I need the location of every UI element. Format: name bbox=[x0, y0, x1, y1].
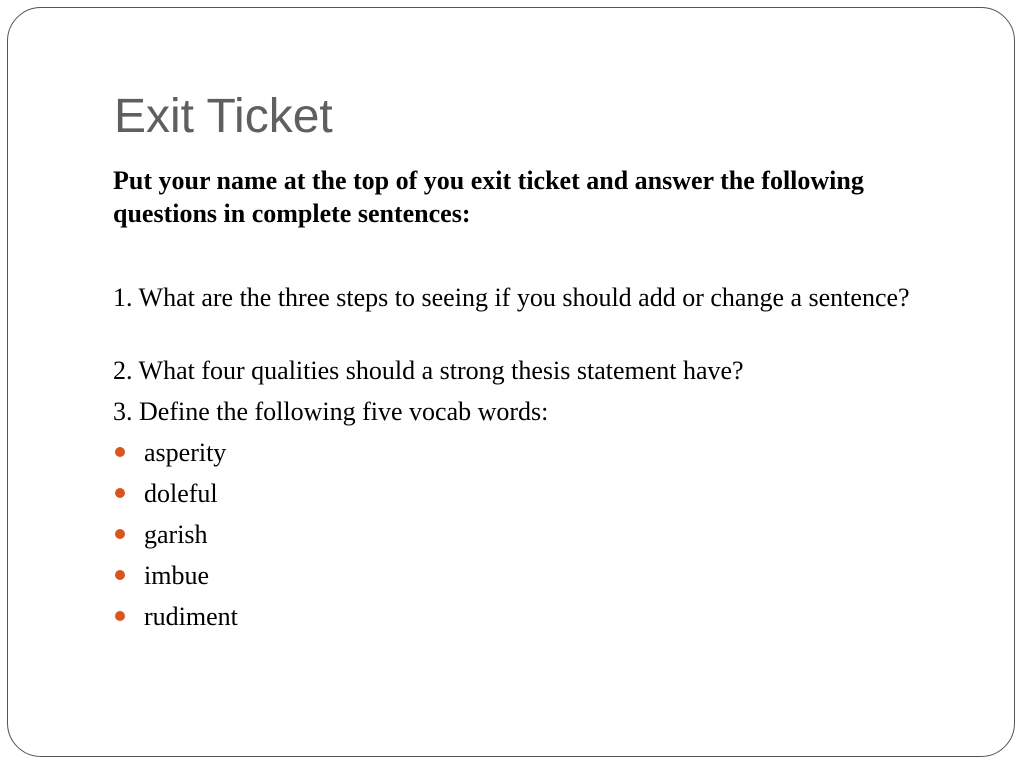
bullet-icon bbox=[115, 488, 125, 498]
slide-title: Exit Ticket bbox=[114, 90, 333, 143]
question-2: 2. What four qualities should a strong thesis statement have? bbox=[113, 356, 744, 385]
vocab-word: rudiment bbox=[144, 602, 238, 631]
vocab-word: asperity bbox=[144, 438, 227, 467]
vocab-word: garish bbox=[144, 520, 208, 549]
question-1: 1. What are the three steps to seeing if you should add or change a sentence? bbox=[113, 283, 910, 312]
instructions-text: Put your name at the top of you exit ticket and answer the following questions in complete sentences: bbox=[113, 166, 864, 228]
bullet-icon bbox=[115, 529, 125, 539]
bullet-icon bbox=[115, 570, 125, 580]
bullet-icon bbox=[115, 611, 125, 621]
bullet-icon bbox=[115, 447, 125, 457]
vocab-word: doleful bbox=[144, 479, 218, 508]
question-3: 3. Define the following five vocab words: bbox=[113, 397, 549, 426]
vocab-word: imbue bbox=[144, 561, 209, 590]
